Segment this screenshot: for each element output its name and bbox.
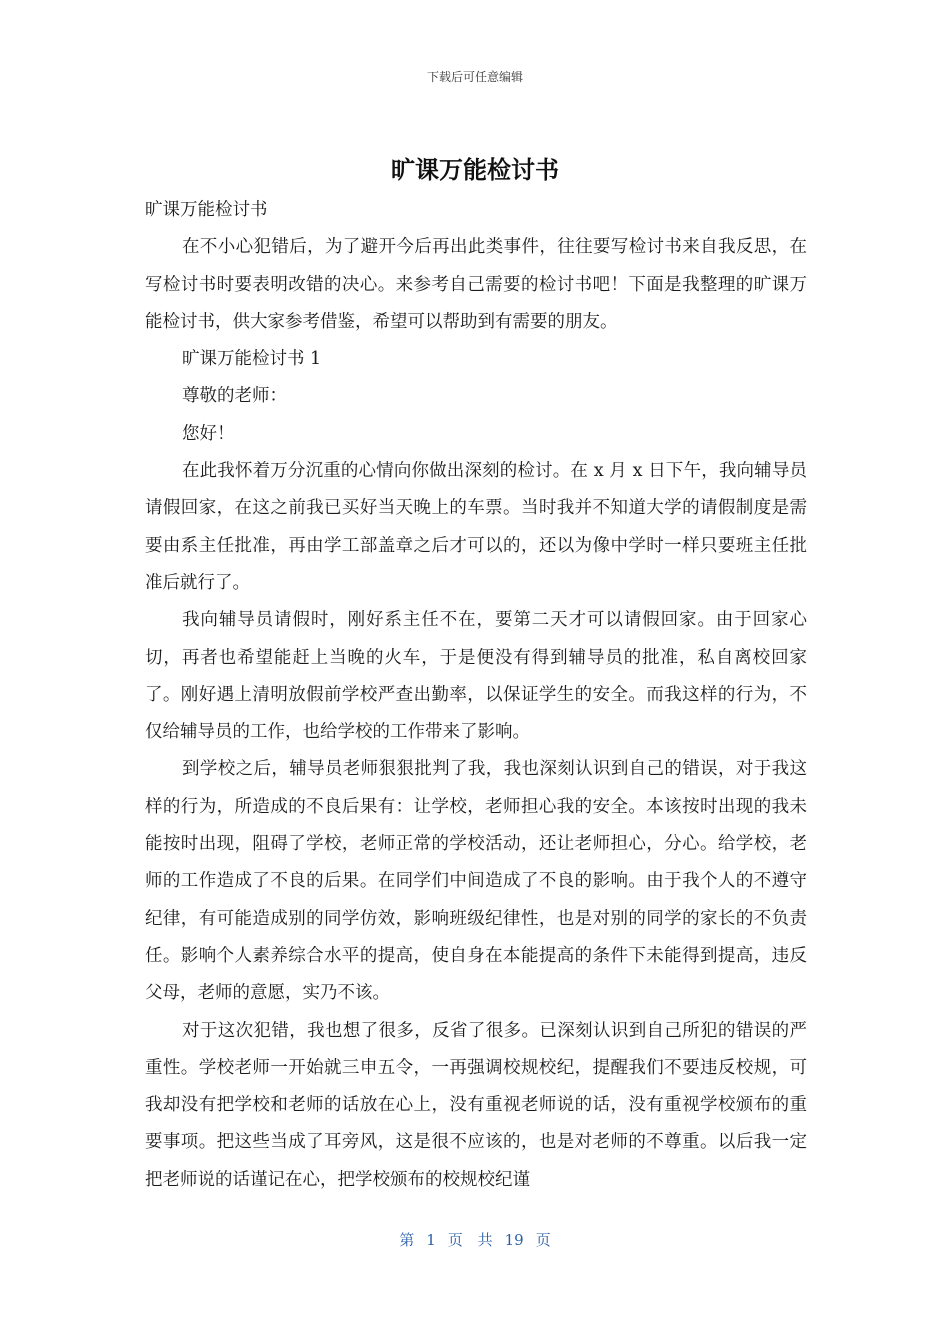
document-title: 旷课万能检讨书 xyxy=(391,156,559,184)
paragraph: 到学校之后，辅导员老师狠狠批判了我，我也深刻认识到自己的错误，对于我这样的行为，所造成的不良后果有：让学校，老师担心我的安全。本该按时出现的我未能按时出现，阻碍了学校，老师正常的学校活动，还让老师担心，分心。给学校，老师的工作造成了不良的后果。在同学们中间造成了不良的影响。由于我个人的不遵守纪律，有可能造成别的同学仿效，影响班级纪律性，也是对别的同学的家长的不负责任。影响个人素养综合水平的提高，使自身在本能提高的条件下未能得到提高，违反父母，老师的意愿，实乃不该。 xyxy=(145,759,807,1004)
current-page-number: 1 xyxy=(426,1231,436,1249)
footer-suffix: 页 xyxy=(535,1231,551,1249)
paragraph: 在不小心犯错后，为了避开今后再出此类事件，往往要写检讨书来自我反思，在写检讨书时要表明改错的决心。来参考自己需要的检讨书吧！下面是我整理的旷课万能检讨书，供大家参考借鉴，希望可以帮助到有需要的朋友。 xyxy=(145,237,807,332)
header-note: 下载后可任意编辑 xyxy=(426,70,523,84)
paragraph: 在此我怀着万分沉重的心情向你做出深刻的检讨。在 x 月 x 日下午，我向辅导员请假回家，在这之前我已买好当天晚上的车票。当时我并不知道大学的请假制度是需要由系主任批准，再由学工部盖章之后才可以的，还以为像中学时一样只要班主任批准后就行了。 xyxy=(145,461,807,593)
footer-mid: 页 共 xyxy=(447,1231,493,1249)
paragraph: 尊敬的老师： xyxy=(182,386,287,407)
paragraph: 对于这次犯错，我也想了很多，反省了很多。已深刻认识到自己所犯的错误的严重性。学校老师一开始就三申五令，一再强调校规校纪，提醒我们不要违反校规，可我却没有把学校和老师的话放在心上，没有重视老师说的话，没有重视学校颁布的重要事项。把这些当成了耳旁风，这是很不应该的，也是对老师的不尊重。以后我一定把老师说的话谨记在心，把学校颁布的校规校纪谨 xyxy=(145,1020,807,1190)
paragraph: 旷课万能检讨书 1 xyxy=(182,349,322,370)
total-pages-number: 19 xyxy=(504,1231,524,1249)
document-body xyxy=(145,192,807,1199)
paragraph: 我向辅导员请假时，刚好系主任不在，要第二天才可以请假回家。由于回家心切，再者也希望能赶上当晚的火车，于是便没有得到辅导员的批准，私自离校回家了。刚好遇上清明放假前学校严查出勤率，以保证学生的安全。而我这样的行为，不仅给辅导员的工作，也给学校的工作带来了影响。 xyxy=(145,610,807,743)
paragraph: 您好！ xyxy=(182,423,235,444)
page-footer xyxy=(0,1229,950,1250)
footer-prefix: 第 xyxy=(399,1231,415,1249)
paragraph: 旷课万能检讨书 xyxy=(145,200,268,220)
